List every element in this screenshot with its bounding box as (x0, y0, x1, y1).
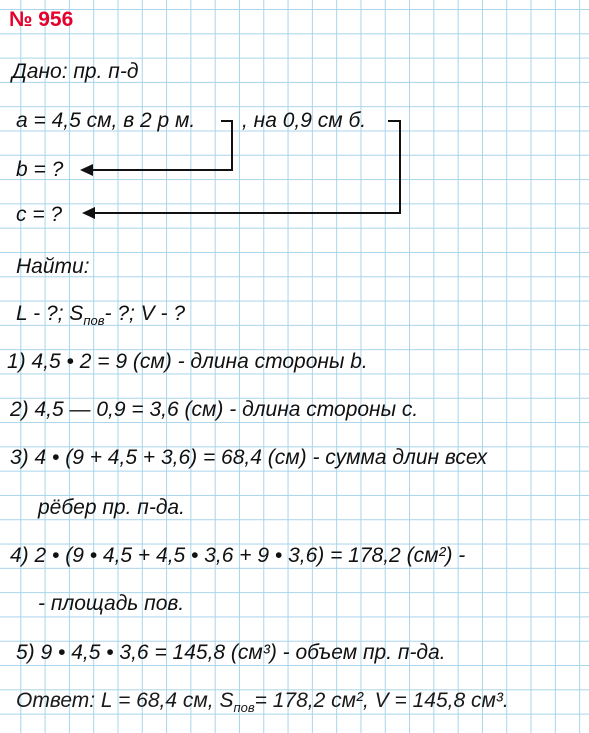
find-s-sub: пов (83, 313, 105, 328)
given-a-right: , на 0,9 см б. (242, 109, 367, 132)
step-4: 4) 2 • (9 • 4,5 + 4,5 • 3,6 + 9 • 3,6) = 178,2 (см²) - (10, 544, 466, 567)
answer-part-2: = 178,2 см², V = 145,8 см³. (254, 689, 509, 712)
step-5: 5) 9 • 4,5 • 3,6 = 145,8 (см³) - объем пр. п-да. (16, 641, 446, 664)
arrow-to-c (92, 121, 400, 213)
arrow-to-b (90, 121, 232, 170)
answer-line (16, 689, 509, 713)
find-line (16, 302, 185, 326)
step-2: 2) 4,5 — 0,9 = 3,6 (см) - длина стороны c. (10, 398, 419, 421)
step-4-continued: - площадь пов. (38, 592, 185, 615)
given-heading: Дано: пр. п-д (12, 60, 139, 83)
given-c-line: c = ? (16, 203, 63, 226)
problem-number: № 956 (9, 8, 74, 31)
find-heading: Найти: (16, 255, 90, 278)
given-a-left: a = 4,5 см, в 2 р м. (16, 109, 196, 132)
find-l-part: L - ?; S (16, 302, 84, 325)
given-b-line: b = ? (16, 158, 64, 181)
answer-part-1: Ответ: L = 68,4 см, S (16, 689, 234, 712)
step-3-continued: рёбер пр. п-да. (38, 496, 185, 519)
find-rest: - ?; V - ? (104, 302, 186, 325)
arrowhead-c (82, 207, 95, 219)
answer-s-sub: пов (233, 700, 255, 715)
step-1: 1) 4,5 • 2 = 9 (см) - длина стороны b. (7, 350, 368, 373)
step-3: 3) 4 • (9 + 4,5 + 3,6) = 68,4 (см) - сумма длин всех (10, 446, 488, 469)
arrowhead-b (80, 164, 93, 176)
